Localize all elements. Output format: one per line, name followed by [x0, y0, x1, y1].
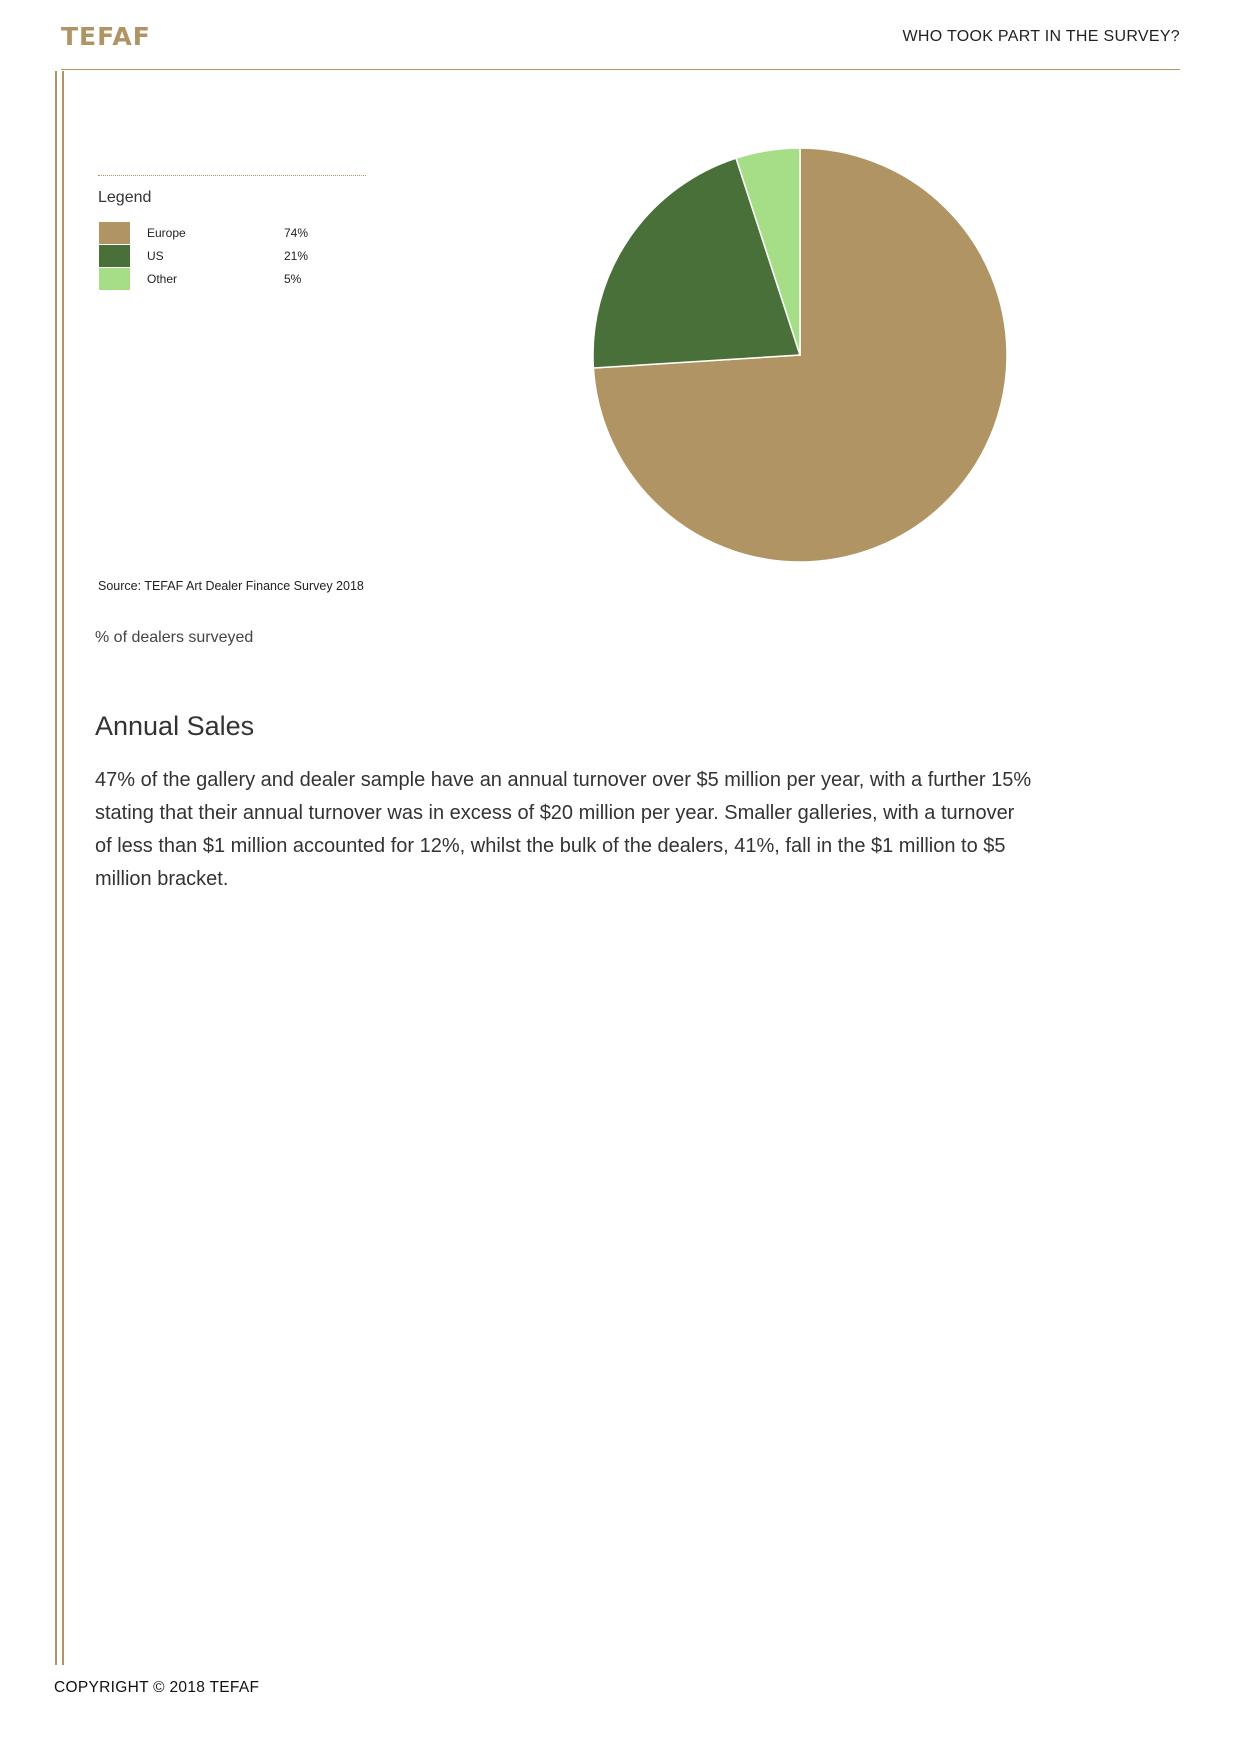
header-rule	[61, 69, 1180, 70]
section-title: WHO TOOK PART IN THE SURVEY?	[902, 28, 1180, 45]
pie-chart	[585, 140, 1015, 570]
footer-copyright: COPYRIGHT © 2018 TEFAF	[54, 1679, 260, 1696]
left-border-line	[55, 71, 57, 1665]
legend-label-us: US	[147, 249, 164, 263]
legend-swatch-other	[99, 268, 130, 290]
left-border-line-inner	[62, 71, 64, 1665]
logo: TEFAF	[61, 22, 151, 51]
legend-swatch-us	[99, 245, 130, 267]
legend-label-other: Other	[147, 272, 178, 286]
legend-title: Legend	[98, 189, 152, 206]
legend-label-europe: Europe	[147, 226, 186, 240]
section-heading: Annual Sales	[95, 711, 255, 741]
legend-value-other: 5%	[284, 272, 302, 286]
legend-value-europe: 74%	[284, 226, 309, 240]
chart-caption: % of dealers surveyed	[95, 629, 254, 646]
legend-swatch-europe	[99, 222, 130, 244]
source-note: Source: TEFAF Art Dealer Finance Survey 2018	[98, 579, 364, 593]
legend-value-us: 21%	[284, 249, 309, 263]
section-body: 47% of the gallery and dealer sample have an annual turnover over $5 million per year, with a further 15% stating that their annual turnover was in excess of $20 million per year. Smaller galleries, with a turnover of less than $1 million accounted for 12%, whilst the bulk of the dealers, 41%, fall in the $1 million to $5 million bracket.	[95, 769, 1032, 890]
legend-rule	[98, 175, 366, 176]
